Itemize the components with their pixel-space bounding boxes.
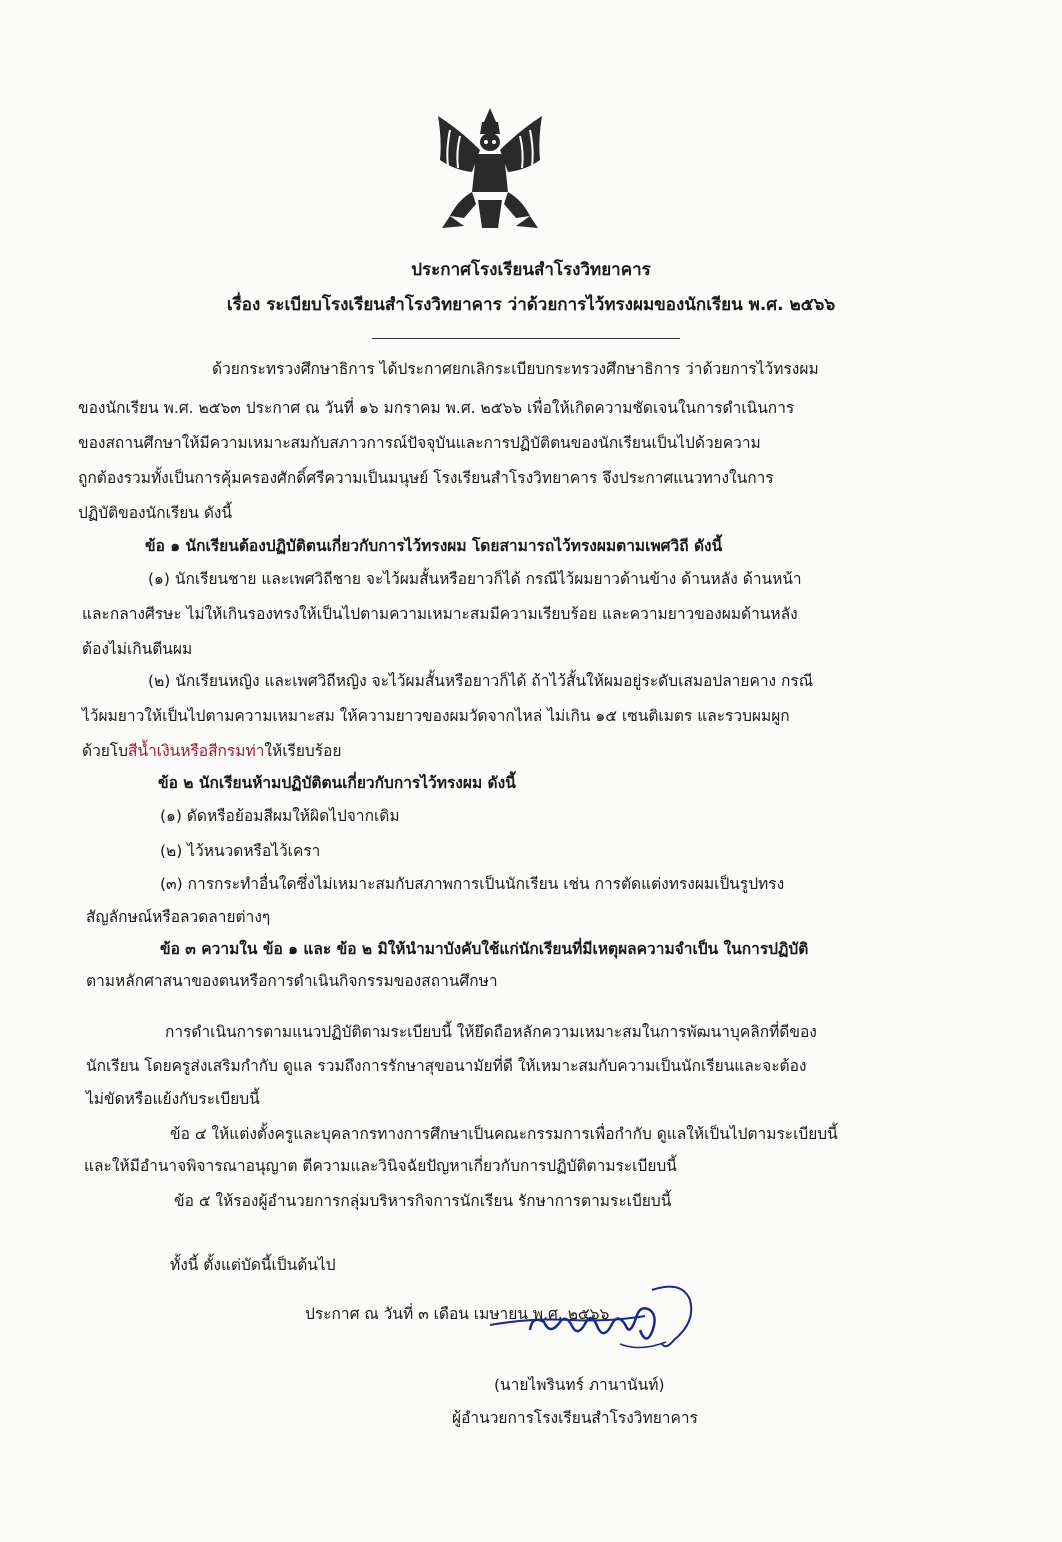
clause-1-item-1-line: และกลางศีรษะ ไม่ให้เกินรองทรงให้เป็นไปตามความเหมาะสมมีความเรียบร้อย และความยาวของผมด้านหลัง: [82, 605, 798, 623]
signatory-name: (นายไพรินทร์ ภานานันท์): [494, 1376, 665, 1394]
clause-2-item: สัญลักษณ์หรือลวดลายต่างๆ: [86, 908, 271, 926]
clause-1-item-2-line: (๒) นักเรียนหญิง และเพศวิถีหญิง จะไว้ผมสั้นหรือยาวก็ได้ ถ้าไว้สั้นให้ผมอยู่ระดับเสมอปลายคาง กรณี: [148, 672, 814, 690]
ribbon-text-pre: ด้วยโบ: [82, 742, 129, 760]
ribbon-text-post: ให้เรียบร้อย: [264, 742, 342, 760]
announcement-title: ประกาศโรงเรียนสำโรงวิทยาคาร: [411, 260, 651, 280]
clause-2-heading: ข้อ ๒ นักเรียนห้ามปฏิบัติตนเกี่ยวกับการไว้ทรงผม ดังนี้: [158, 774, 516, 792]
effective-statement: ทั้งนี้ ตั้งแต่บัดนี้เป็นต้นไป: [170, 1256, 336, 1274]
intro-line: ของนักเรียน พ.ศ. ๒๕๖๓ ประกาศ ณ วันที่ ๑๖ มกราคม พ.ศ. ๒๕๖๖ เพื่อให้เกิดความชัดเจนในการดำเนินการ: [78, 399, 795, 417]
signatory-title: ผู้อำนวยการโรงเรียนสำโรงวิทยาคาร: [452, 1409, 698, 1427]
clause-2-item: (๓) การกระทำอื่นใดซึ่งไม่เหมาะสมกับสภาพการเป็นนักเรียน เช่น การตัดแต่งทรงผมเป็นรูปทรง: [160, 875, 785, 893]
announcement-subject: เรื่อง ระเบียบโรงเรียนสำโรงวิทยาคาร ว่าด้วยการไว้ทรงผมของนักเรียน พ.ศ. ๒๕๖๖: [226, 295, 836, 315]
intro-line: ถูกต้องรวมทั้งเป็นการคุ้มครองศักดิ์ศรีความเป็นมนุษย์ โรงเรียนสำโรงวิทยาคาร จึงประกาศแนวทางในการ: [78, 469, 774, 487]
intro-line: ของสถานศึกษาให้มีความเหมาะสมกับสภาวการณ์ปัจจุบันและการปฏิบัติตนของนักเรียนเป็นไปด้วยความ: [78, 434, 761, 452]
announcement-date: ประกาศ ณ วันที่ ๓ เดือน เมษายน พ.ศ. ๒๕๖๖: [305, 1305, 610, 1323]
clause-1-item-1-line: (๑) นักเรียนชาย และเพศวิถีชาย จะไว้ผมสั้นหรือยาวก็ได้ กรณีไว้ผมยาวด้านข้าง ด้านหลัง ด้านหน้า: [148, 570, 802, 588]
signature-icon: [470, 1270, 700, 1380]
intro-line: ปฏิบัติของนักเรียน ดังนี้: [78, 504, 233, 522]
ribbon-color-highlight: สีน้ำเงินหรือสีกรมท่า: [128, 742, 265, 760]
title-divider: [372, 338, 680, 339]
implementation-line: นักเรียน โดยครูส่งเสริมกำกับ ดูแล รวมถึงการรักษาสุขอนามัยที่ดี ให้เหมาะสมกับความเป็นนักเรียนและจะต้อง: [86, 1057, 807, 1075]
intro-line: ด้วยกระทรวงศึกษาธิการ ได้ประกาศยกเลิกระเบียบกระทรวงศึกษาธิการ ว่าด้วยการไว้ทรงผม: [212, 360, 819, 378]
implementation-line: การดำเนินการตามแนวปฏิบัติตามระเบียบนี้ ให้ยึดถือหลักความเหมาะสมในการพัฒนาบุคลิกที่ดีของ: [165, 1023, 817, 1041]
clause-3-line: ข้อ ๓ ความใน ข้อ ๑ และ ข้อ ๒ มิให้นำมาบังคับใช้แก่นักเรียนที่มีเหตุผลความจำเป็น ในการปฏิบัติ: [160, 940, 809, 958]
clause-1-item-2-last-line: [82, 740, 341, 762]
clause-1-item-1-line: ต้องไม่เกินตีนผม: [82, 640, 193, 658]
garuda-emblem-icon: [420, 100, 560, 240]
clause-4-line: ข้อ ๔ ให้แต่งตั้งครูและบุคลากรทางการศึกษาเป็นคณะกรรมการเพื่อกำกับ ดูแลให้เป็นไปตามระเบียบนี้: [170, 1125, 838, 1143]
clause-1-heading: ข้อ ๑ นักเรียนต้องปฏิบัติตนเกี่ยวกับการไว้ทรงผม โดยสามารถไว้ทรงผมตามเพศวิถี ดังนี้: [145, 537, 723, 555]
clause-3-line: ตามหลักศาสนาของตนหรือการดำเนินกิจกรรมของสถานศึกษา: [86, 972, 498, 990]
implementation-line: ไม่ขัดหรือแย้งกับระเบียบนี้: [86, 1090, 260, 1108]
clause-2-item: (๑) ดัดหรือย้อมสีผมให้ผิดไปจากเดิม: [160, 807, 400, 825]
clause-4-line: และให้มีอำนาจพิจารณาอนุญาต ตีความและวินิจฉัยปัญหาเกี่ยวกับการปฏิบัติตามระเบียบนี้: [84, 1157, 677, 1175]
clause-1-item-2-line: ไว้ผมยาวให้เป็นไปตามความเหมาะสม ให้ความยาวของผมวัดจากไหล่ ไม่เกิน ๑๕ เซนติเมตร และรวบผมผูก: [82, 707, 790, 725]
clause-5-line: ข้อ ๕ ให้รองผู้อำนวยการกลุ่มบริหารกิจการนักเรียน รักษาการตามระเบียบนี้: [174, 1192, 672, 1210]
clause-2-item: (๒) ไว้หนวดหรือไว้เครา: [160, 842, 321, 860]
